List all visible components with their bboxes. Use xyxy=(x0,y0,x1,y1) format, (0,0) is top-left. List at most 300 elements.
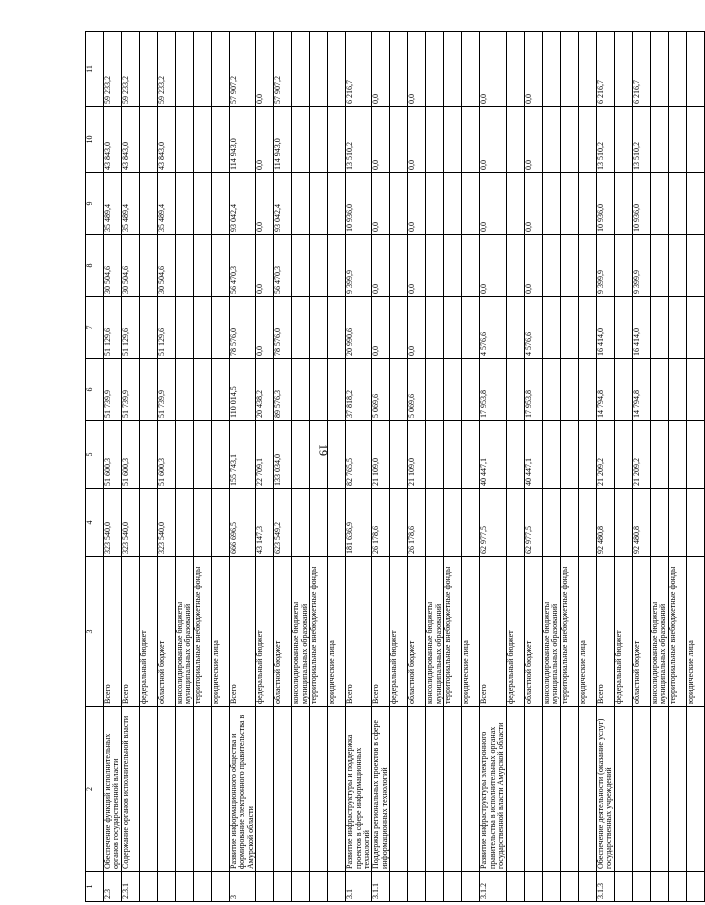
funding-source: территориальные внебюджетные фонды xyxy=(668,557,686,707)
amount-cell xyxy=(140,235,158,297)
row-title xyxy=(462,707,480,872)
amount-cell: 0,0 xyxy=(408,297,426,359)
amount-cell xyxy=(426,489,444,557)
row-title xyxy=(194,707,212,872)
amount-cell xyxy=(560,297,578,359)
amount-cell: 114 943,0 xyxy=(230,107,256,173)
amount-cell xyxy=(328,107,346,173)
amount-cell: 57 907,2 xyxy=(274,32,292,107)
row-title: Развитие информационного общества и формирование электронного правительства в Амурской области xyxy=(230,707,256,872)
amount-cell xyxy=(578,359,596,421)
row-code xyxy=(560,872,578,902)
funding-source: областной бюджет xyxy=(524,557,542,707)
amount-cell: 114 943,0 xyxy=(274,107,292,173)
amount-cell xyxy=(176,32,194,107)
row-title: Развитие инфраструктуры и поддержка проектов в сфере информационных технологий xyxy=(346,707,372,872)
amount-cell xyxy=(668,235,686,297)
amount-cell xyxy=(560,421,578,489)
amount-cell: 4 576,6 xyxy=(480,297,506,359)
amount-cell: 30 504,6 xyxy=(122,235,140,297)
amount-cell xyxy=(176,489,194,557)
amount-cell xyxy=(444,421,462,489)
row-code: 3.1.1 xyxy=(372,872,390,902)
amount-cell xyxy=(686,297,704,359)
row-title xyxy=(176,707,194,872)
amount-cell xyxy=(140,297,158,359)
amount-cell: 0,0 xyxy=(256,173,274,235)
funding-source: консолидированные бюджеты муниципальных образований xyxy=(426,557,444,707)
amount-cell: 0,0 xyxy=(256,32,274,107)
row-title xyxy=(560,707,578,872)
row-title xyxy=(426,707,444,872)
amount-cell xyxy=(426,421,444,489)
row-code xyxy=(506,872,524,902)
funding-source: федеральный бюджет xyxy=(256,557,274,707)
row-title xyxy=(542,707,560,872)
amount-cell xyxy=(390,421,408,489)
amount-cell xyxy=(212,489,230,557)
amount-cell: 21 109,0 xyxy=(408,421,426,489)
amount-cell xyxy=(292,32,310,107)
amount-cell xyxy=(310,235,328,297)
amount-cell: 16 414,0 xyxy=(596,297,614,359)
amount-cell: 51 739,9 xyxy=(158,359,176,421)
amount-cell xyxy=(668,359,686,421)
column-header: 10 xyxy=(86,107,104,173)
amount-cell xyxy=(668,489,686,557)
row-title xyxy=(506,707,524,872)
amount-cell: 323 540,0 xyxy=(158,489,176,557)
amount-cell xyxy=(390,359,408,421)
row-code xyxy=(310,872,328,902)
amount-cell xyxy=(506,173,524,235)
amount-cell xyxy=(650,107,668,173)
amount-cell: 0,0 xyxy=(524,235,542,297)
amount-cell xyxy=(140,173,158,235)
amount-cell xyxy=(310,359,328,421)
table-row xyxy=(194,32,212,902)
funding-source: Всего xyxy=(104,557,122,707)
amount-cell: 20 438,2 xyxy=(256,359,274,421)
table-row xyxy=(408,32,426,902)
amount-cell: 623 549,2 xyxy=(274,489,292,557)
amount-cell xyxy=(650,421,668,489)
funding-source: областной бюджет xyxy=(158,557,176,707)
funding-source: консолидированные бюджеты муниципальных образований xyxy=(292,557,310,707)
funding-source: федеральный бюджет xyxy=(506,557,524,707)
amount-cell xyxy=(328,421,346,489)
funding-source: консолидированные бюджеты муниципальных образований xyxy=(176,557,194,707)
amount-cell xyxy=(542,297,560,359)
amount-cell: 17 953,8 xyxy=(524,359,542,421)
amount-cell xyxy=(560,235,578,297)
page-number: 19 xyxy=(316,444,331,456)
funding-source: юридические лица xyxy=(578,557,596,707)
amount-cell: 10 936,0 xyxy=(596,173,614,235)
amount-cell: 0,0 xyxy=(408,32,426,107)
row-code xyxy=(274,872,292,902)
amount-cell: 4 576,6 xyxy=(524,297,542,359)
amount-cell xyxy=(194,107,212,173)
amount-cell: 51 739,9 xyxy=(122,359,140,421)
amount-cell xyxy=(506,235,524,297)
row-title xyxy=(310,707,328,872)
amount-cell: 0,0 xyxy=(408,235,426,297)
amount-cell xyxy=(462,173,480,235)
table-row xyxy=(632,32,650,902)
table-row xyxy=(122,32,140,902)
row-title xyxy=(444,707,462,872)
amount-cell xyxy=(506,359,524,421)
amount-cell: 89 576,3 xyxy=(274,359,292,421)
amount-cell: 6 216,7 xyxy=(632,32,650,107)
row-code: 2.3.1 xyxy=(122,872,140,902)
amount-cell xyxy=(194,297,212,359)
row-code xyxy=(408,872,426,902)
funding-source: территориальные внебюджетные фонды xyxy=(194,557,212,707)
amount-cell: 62 977,5 xyxy=(524,489,542,557)
table-row xyxy=(480,32,506,902)
amount-cell xyxy=(328,489,346,557)
table-row xyxy=(506,32,524,902)
amount-cell xyxy=(194,32,212,107)
amount-cell xyxy=(194,359,212,421)
amount-cell xyxy=(614,489,632,557)
amount-cell xyxy=(292,359,310,421)
amount-cell: 43 843,0 xyxy=(122,107,140,173)
row-code: 3.1 xyxy=(346,872,372,902)
amount-cell: 0,0 xyxy=(372,235,390,297)
amount-cell: 56 470,3 xyxy=(230,235,256,297)
funding-source: территориальные внебюджетные фонды xyxy=(310,557,328,707)
row-code xyxy=(426,872,444,902)
amount-cell xyxy=(542,421,560,489)
amount-cell: 6 216,7 xyxy=(596,32,614,107)
amount-cell: 93 042,4 xyxy=(230,173,256,235)
amount-cell: 323 540,0 xyxy=(122,489,140,557)
amount-cell xyxy=(542,489,560,557)
column-header: 5 xyxy=(86,421,104,489)
amount-cell: 57 907,2 xyxy=(230,32,256,107)
amount-cell: 0,0 xyxy=(524,173,542,235)
amount-cell: 51 129,6 xyxy=(104,297,122,359)
table-row xyxy=(256,32,274,902)
amount-cell xyxy=(390,173,408,235)
amount-cell: 26 178,6 xyxy=(372,489,390,557)
column-header: 3 xyxy=(86,557,104,707)
amount-cell: 14 794,8 xyxy=(632,359,650,421)
funding-source: областной бюджет xyxy=(408,557,426,707)
amount-cell: 666 696,5 xyxy=(230,489,256,557)
row-code xyxy=(650,872,668,902)
amount-cell xyxy=(542,32,560,107)
amount-cell: 51 129,6 xyxy=(122,297,140,359)
amount-cell xyxy=(194,235,212,297)
funding-source: консолидированные бюджеты муниципальных образований xyxy=(650,557,668,707)
table-row xyxy=(668,32,686,902)
amount-cell: 0,0 xyxy=(256,297,274,359)
amount-cell: 0,0 xyxy=(524,107,542,173)
amount-cell xyxy=(462,297,480,359)
table-row xyxy=(542,32,560,902)
amount-cell xyxy=(578,421,596,489)
row-code xyxy=(140,872,158,902)
amount-cell xyxy=(506,489,524,557)
column-header: 9 xyxy=(86,173,104,235)
amount-cell xyxy=(578,32,596,107)
row-code xyxy=(524,872,542,902)
row-title xyxy=(614,707,632,872)
amount-cell: 92 480,8 xyxy=(596,489,614,557)
amount-cell: 22 709,1 xyxy=(256,421,274,489)
amount-cell xyxy=(444,107,462,173)
row-title: Содержание органов исполнительной власти xyxy=(122,707,140,872)
amount-cell xyxy=(328,297,346,359)
amount-cell xyxy=(426,32,444,107)
amount-cell xyxy=(542,235,560,297)
amount-cell xyxy=(462,359,480,421)
table-row xyxy=(390,32,408,902)
amount-cell: 0,0 xyxy=(408,173,426,235)
amount-cell xyxy=(140,359,158,421)
amount-cell: 0,0 xyxy=(372,107,390,173)
row-title xyxy=(256,707,274,872)
amount-cell xyxy=(444,173,462,235)
amount-cell xyxy=(560,489,578,557)
amount-cell xyxy=(140,107,158,173)
amount-cell: 155 743,1 xyxy=(230,421,256,489)
row-code: 3.1.3 xyxy=(596,872,614,902)
amount-cell: 43 843,0 xyxy=(104,107,122,173)
row-code xyxy=(292,872,310,902)
amount-cell xyxy=(614,297,632,359)
amount-cell: 13 510,2 xyxy=(632,107,650,173)
row-title xyxy=(274,707,292,872)
amount-cell xyxy=(578,173,596,235)
amount-cell xyxy=(578,297,596,359)
amount-cell xyxy=(194,173,212,235)
funding-source: территориальные внебюджетные фонды xyxy=(444,557,462,707)
amount-cell xyxy=(292,489,310,557)
row-code xyxy=(542,872,560,902)
amount-cell: 30 504,6 xyxy=(158,235,176,297)
amount-cell xyxy=(426,107,444,173)
column-header: 2 xyxy=(86,707,104,872)
amount-cell xyxy=(310,421,328,489)
row-code xyxy=(462,872,480,902)
amount-cell: 51 600,3 xyxy=(122,421,140,489)
row-title: Обеспечение деятельности (оказание услуг) государственных учреждений xyxy=(596,707,614,872)
amount-cell: 40 447,1 xyxy=(524,421,542,489)
row-title xyxy=(578,707,596,872)
amount-cell: 16 414,0 xyxy=(632,297,650,359)
table-row xyxy=(614,32,632,902)
amount-cell xyxy=(176,421,194,489)
row-code xyxy=(614,872,632,902)
row-title xyxy=(632,707,650,872)
amount-cell xyxy=(292,173,310,235)
row-code xyxy=(444,872,462,902)
amount-cell: 59 233,2 xyxy=(122,32,140,107)
amount-cell xyxy=(462,107,480,173)
row-title xyxy=(212,707,230,872)
amount-cell xyxy=(444,297,462,359)
table-row xyxy=(650,32,668,902)
amount-cell xyxy=(390,297,408,359)
amount-cell: 56 470,3 xyxy=(274,235,292,297)
amount-cell: 21 109,0 xyxy=(372,421,390,489)
amount-cell xyxy=(390,32,408,107)
amount-cell xyxy=(212,107,230,173)
table-row xyxy=(686,32,704,902)
amount-cell xyxy=(650,173,668,235)
amount-cell xyxy=(650,489,668,557)
amount-cell xyxy=(212,32,230,107)
amount-cell: 92 480,8 xyxy=(632,489,650,557)
amount-cell xyxy=(650,359,668,421)
column-header: 8 xyxy=(86,235,104,297)
amount-cell xyxy=(444,235,462,297)
amount-cell: 20 990,6 xyxy=(346,297,372,359)
funding-source: Всего xyxy=(480,557,506,707)
amount-cell xyxy=(686,359,704,421)
row-code xyxy=(668,872,686,902)
amount-cell xyxy=(176,173,194,235)
amount-cell xyxy=(426,235,444,297)
amount-cell: 10 936,0 xyxy=(346,173,372,235)
amount-cell xyxy=(140,489,158,557)
amount-cell xyxy=(578,235,596,297)
amount-cell xyxy=(668,297,686,359)
amount-cell: 43 843,0 xyxy=(158,107,176,173)
amount-cell xyxy=(686,235,704,297)
table-row xyxy=(372,32,390,902)
amount-cell xyxy=(194,489,212,557)
amount-cell xyxy=(614,173,632,235)
amount-cell xyxy=(506,32,524,107)
amount-cell: 59 233,2 xyxy=(104,32,122,107)
funding-source: Всего xyxy=(346,557,372,707)
amount-cell xyxy=(686,107,704,173)
amount-cell: 13 510,2 xyxy=(596,107,614,173)
row-code: 2.3 xyxy=(104,872,122,902)
amount-cell: 43 147,3 xyxy=(256,489,274,557)
amount-cell: 0,0 xyxy=(480,235,506,297)
funding-source: территориальные внебюджетные фонды xyxy=(560,557,578,707)
table-row xyxy=(158,32,176,902)
funding-source: юридические лица xyxy=(462,557,480,707)
amount-cell: 93 042,4 xyxy=(274,173,292,235)
funding-source: Всего xyxy=(372,557,390,707)
table-row xyxy=(104,32,122,902)
amount-cell xyxy=(328,32,346,107)
amount-cell xyxy=(650,32,668,107)
amount-cell xyxy=(194,421,212,489)
amount-cell: 62 977,5 xyxy=(480,489,506,557)
amount-cell xyxy=(614,359,632,421)
amount-cell xyxy=(212,235,230,297)
amount-cell: 133 034,0 xyxy=(274,421,292,489)
amount-cell: 0,0 xyxy=(480,107,506,173)
table-row xyxy=(176,32,194,902)
amount-cell xyxy=(542,107,560,173)
amount-cell: 5 069,6 xyxy=(372,359,390,421)
amount-cell: 13 510,2 xyxy=(346,107,372,173)
amount-cell xyxy=(462,489,480,557)
amount-cell xyxy=(614,421,632,489)
funding-source: юридические лица xyxy=(212,557,230,707)
table-row xyxy=(426,32,444,902)
column-header: 1 xyxy=(86,872,104,902)
amount-cell xyxy=(668,173,686,235)
row-title xyxy=(686,707,704,872)
amount-cell: 0,0 xyxy=(372,297,390,359)
column-header: 11 xyxy=(86,32,104,107)
amount-cell: 0,0 xyxy=(372,173,390,235)
amount-cell: 40 447,1 xyxy=(480,421,506,489)
amount-cell xyxy=(140,421,158,489)
table-row xyxy=(140,32,158,902)
amount-cell: 10 936,0 xyxy=(632,173,650,235)
row-title: Обеспечение функций исполнительных органов государственной власти xyxy=(104,707,122,872)
amount-cell xyxy=(560,173,578,235)
funding-source: федеральный бюджет xyxy=(614,557,632,707)
amount-cell xyxy=(212,359,230,421)
amount-cell: 181 636,9 xyxy=(346,489,372,557)
amount-cell xyxy=(462,32,480,107)
table-row xyxy=(328,32,346,902)
amount-cell xyxy=(542,173,560,235)
amount-cell xyxy=(462,235,480,297)
amount-cell: 9 399,9 xyxy=(346,235,372,297)
table-row xyxy=(462,32,480,902)
row-code xyxy=(176,872,194,902)
amount-cell: 78 576,0 xyxy=(230,297,256,359)
amount-cell xyxy=(212,421,230,489)
amount-cell: 51 129,6 xyxy=(158,297,176,359)
amount-cell: 59 233,2 xyxy=(158,32,176,107)
row-code xyxy=(328,872,346,902)
table-row xyxy=(230,32,256,902)
row-code xyxy=(158,872,176,902)
budget-table xyxy=(85,31,705,902)
column-header: 4 xyxy=(86,489,104,557)
amount-cell xyxy=(542,359,560,421)
amount-cell: 0,0 xyxy=(480,173,506,235)
table-row xyxy=(596,32,614,902)
amount-cell: 35 489,4 xyxy=(104,173,122,235)
amount-cell xyxy=(310,489,328,557)
amount-cell: 9 399,9 xyxy=(632,235,650,297)
row-title xyxy=(328,707,346,872)
amount-cell xyxy=(328,173,346,235)
amount-cell xyxy=(390,489,408,557)
amount-cell xyxy=(614,107,632,173)
amount-cell xyxy=(310,32,328,107)
amount-cell xyxy=(176,235,194,297)
table-row xyxy=(444,32,462,902)
column-header: 6 xyxy=(86,359,104,421)
row-title xyxy=(650,707,668,872)
funding-source: федеральный бюджет xyxy=(390,557,408,707)
amount-cell: 0,0 xyxy=(480,32,506,107)
amount-cell xyxy=(390,107,408,173)
amount-cell xyxy=(686,421,704,489)
amount-cell xyxy=(614,32,632,107)
amount-cell xyxy=(506,107,524,173)
amount-cell xyxy=(560,32,578,107)
amount-cell xyxy=(426,297,444,359)
